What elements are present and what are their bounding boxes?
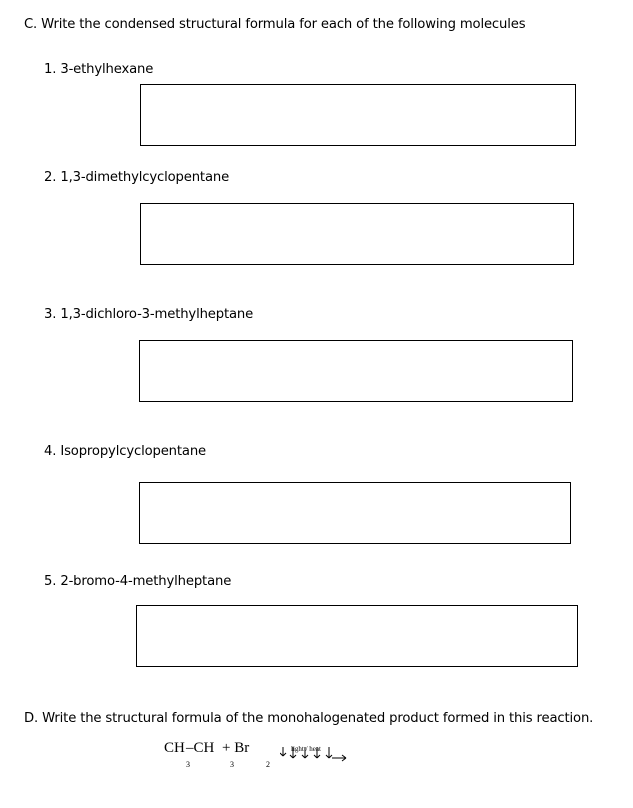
subscript-3-b: 3	[230, 760, 234, 769]
subscript-2: 2	[266, 760, 270, 769]
item-1-label: 1. 3-ethylhexane	[44, 62, 154, 77]
item-2-label: 2. 1,3-dimethylcyclopentane	[44, 170, 230, 185]
reaction-condition: light / heat	[291, 745, 321, 753]
section-c-heading: C. Write the condensed structural formula for each of the following molecules	[24, 17, 526, 32]
reactant-ch3-a: CH	[164, 740, 185, 756]
plus-br2: + Br	[222, 740, 250, 756]
item-5-label: 5. 2-bromo-4-methylheptane	[44, 574, 232, 589]
item-4-label: 4. Isopropylcyclopentane	[44, 444, 207, 459]
section-d-heading: D. Write the structural formula of the monohalogenated product formed in this reaction.	[24, 711, 594, 726]
item-3-label: 3. 1,3-dichloro-3-methylheptane	[44, 307, 254, 322]
reactant-ch3-b: –CH	[186, 740, 215, 756]
subscript-3-a: 3	[186, 760, 190, 769]
